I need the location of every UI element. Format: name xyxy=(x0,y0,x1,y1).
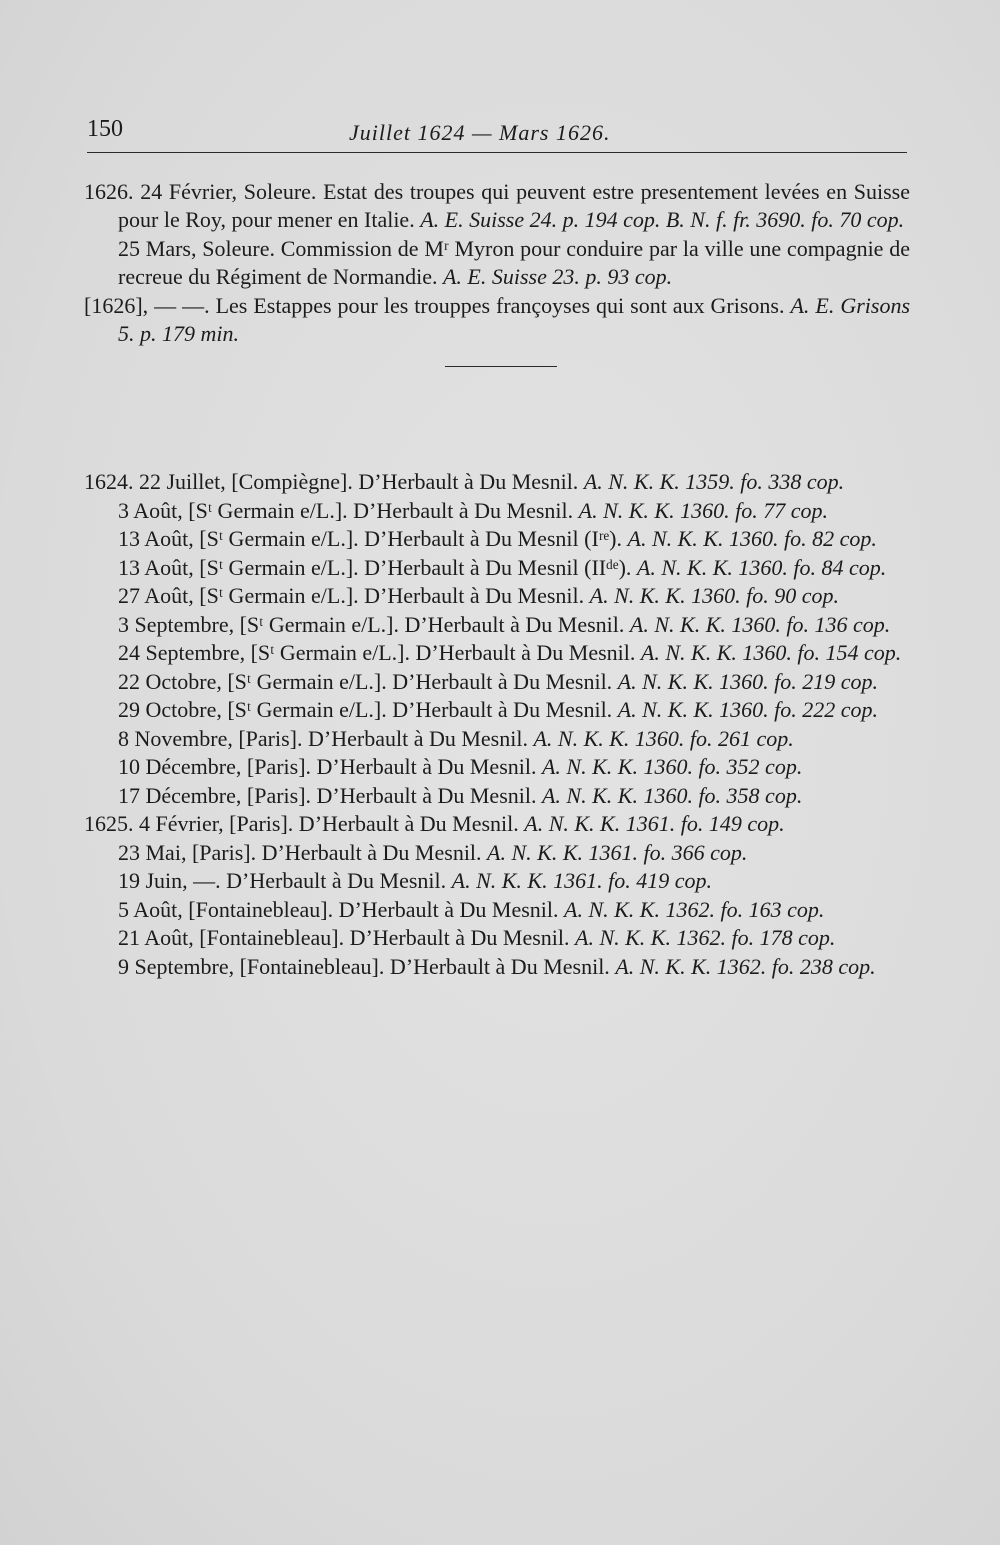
entry-reference: A. N. K. K. 1360. fo. 84 cop. xyxy=(636,554,887,580)
list-item xyxy=(84,867,910,895)
entry-reference: A. N. K. K. 1360. fo. 90 cop. xyxy=(589,583,839,608)
entry-reference: A. N. K. K. 1360. fo. 352 cop. xyxy=(541,754,803,779)
entry-reference: A. N. K. K. 1362. fo. 178 cop. xyxy=(575,925,836,950)
list-item xyxy=(84,554,910,582)
entry-reference: A. N. K. K. 1359. fo. 338 cop. xyxy=(583,469,845,494)
entry-reference: A. N. K. K. 1360. fo. 219 cop. xyxy=(617,668,879,694)
entry-text: 3 Août, [Sᵗ Germain e/L.]. D’Herbault à Du Mesnil. xyxy=(118,497,579,523)
header-rule xyxy=(87,152,907,153)
list-item xyxy=(84,896,910,924)
section-2 xyxy=(84,468,910,981)
entry-reference: A. N. K. K. 1361. fo. 366 cop. xyxy=(487,839,748,865)
entry-text: 25 Mars, Soleure. Commission de Mʳ Myron pour conduire par la ville une compagnie de recreue du Régiment de Normandie. xyxy=(118,236,910,289)
entry-text: 8 Novembre, [Paris]. D’Herbault à Du Mesnil. xyxy=(118,725,534,751)
entry-reference: A. E. Suisse 24. p. 194 cop. B. N. f. fr. 3690. fo. 70 cop. xyxy=(420,207,905,232)
entry-text: 1624. 22 Juillet, [Compiègne]. D’Herbault à Du Mesnil. xyxy=(84,469,584,494)
running-head: Juillet 1624 — Mars 1626. xyxy=(349,120,611,145)
list-item xyxy=(84,468,910,496)
entry-text: 9 Septembre, [Fontainebleau]. D’Herbault à Du Mesnil. xyxy=(118,953,616,979)
entry-text: 13 Août, [Sᵗ Germain e/L.]. D’Herbault à Du Mesnil (IIᵈᵉ). xyxy=(118,554,637,580)
list-item xyxy=(84,178,910,234)
entry-reference: A. E. Suisse 23. p. 93 cop. xyxy=(442,264,673,289)
entry-reference: A. N. K. K. 1362. fo. 238 cop. xyxy=(615,953,876,979)
list-item xyxy=(84,497,910,525)
entry-reference: A. N. K. K. 1361. fo. 149 cop. xyxy=(524,811,785,836)
list-item xyxy=(84,292,910,348)
entry-text: 3 Septembre, [Sᵗ Germain e/L.]. D’Herbault à Du Mesnil. xyxy=(118,611,630,637)
list-item xyxy=(84,924,910,952)
entry-text: 19 Juin, —. D’Herbault à Du Mesnil. xyxy=(118,868,452,893)
list-item xyxy=(84,582,910,610)
list-item xyxy=(84,782,910,810)
entry-text: 21 Août, [Fontainebleau]. D’Herbault à Du Mesnil. xyxy=(118,925,576,950)
page-number: 150 xyxy=(87,116,123,142)
section-1 xyxy=(84,178,910,367)
entry-text: 29 Octobre, [Sᵗ Germain e/L.]. D’Herbault à Du Mesnil. xyxy=(118,697,618,722)
entry-text: 5 Août, [Fontainebleau]. D’Herbault à Du Mesnil. xyxy=(118,896,565,922)
entry-text: 27 Août, [Sᵗ Germain e/L.]. D’Herbault à Du Mesnil. xyxy=(118,583,590,608)
list-item xyxy=(84,639,910,667)
list-item xyxy=(84,810,910,838)
entry-text: 24 Septembre, [Sᵗ Germain e/L.]. D’Herbault à Du Mesnil. xyxy=(118,640,641,665)
entry-text: 1626. 24 Février, Soleure. Estat des troupes qui peuvent estre presentement levées en Suisse pour le Roy, pour mener en Italie. xyxy=(84,179,910,232)
section-separator xyxy=(445,366,557,367)
entry-text: [1626], — —. Les Estappes pour les trouppes françoyses qui sont aux Grisons. xyxy=(84,293,791,318)
entry-text: 22 Octobre, [Sᵗ Germain e/L.]. D’Herbault à Du Mesnil. xyxy=(118,668,618,694)
entry-reference: A. N. K. K. 1361. fo. 419 cop. xyxy=(451,868,712,893)
page-header xyxy=(87,116,907,152)
list-item xyxy=(84,668,910,696)
entry-text: 1625. 4 Février, [Paris]. D’Herbault à Du Mesnil. xyxy=(84,811,525,836)
entry-reference: A. N. K. K. 1360. fo. 358 cop. xyxy=(541,782,803,808)
entry-text: 13 Août, [Sᵗ Germain e/L.]. D’Herbault à Du Mesnil (Iʳᵉ). xyxy=(118,526,628,551)
entry-text: 10 Décembre, [Paris]. D’Herbault à Du Mesnil. xyxy=(118,754,542,779)
entry-reference: A. N. K. K. 1360. fo. 154 cop. xyxy=(640,640,902,665)
list-item xyxy=(84,525,910,553)
entry-reference: A. N. K. K. 1362. fo. 163 cop. xyxy=(564,896,825,922)
entry-reference: A. N. K. K. 1360. fo. 82 cop. xyxy=(627,526,877,551)
entry-reference: A. N. K. K. 1360. fo. 222 cop. xyxy=(617,697,879,722)
entry-reference: A. E. Grisons 5. p. 179 min. xyxy=(118,293,911,346)
list-item xyxy=(84,725,910,753)
entry-text: 17 Décembre, [Paris]. D’Herbault à Du Mesnil. xyxy=(118,782,542,808)
list-item xyxy=(84,753,910,781)
entry-text: 23 Mai, [Paris]. D’Herbault à Du Mesnil. xyxy=(118,839,488,865)
list-item xyxy=(84,839,910,867)
list-item xyxy=(84,953,910,981)
list-item xyxy=(84,696,910,724)
list-item xyxy=(84,235,910,291)
list-item xyxy=(84,611,910,639)
entry-reference: A. N. K. K. 1360. fo. 77 cop. xyxy=(578,497,828,523)
entry-reference: A. N. K. K. 1360. fo. 136 cop. xyxy=(629,611,891,637)
entry-reference: A. N. K. K. 1360. fo. 261 cop. xyxy=(533,725,794,751)
